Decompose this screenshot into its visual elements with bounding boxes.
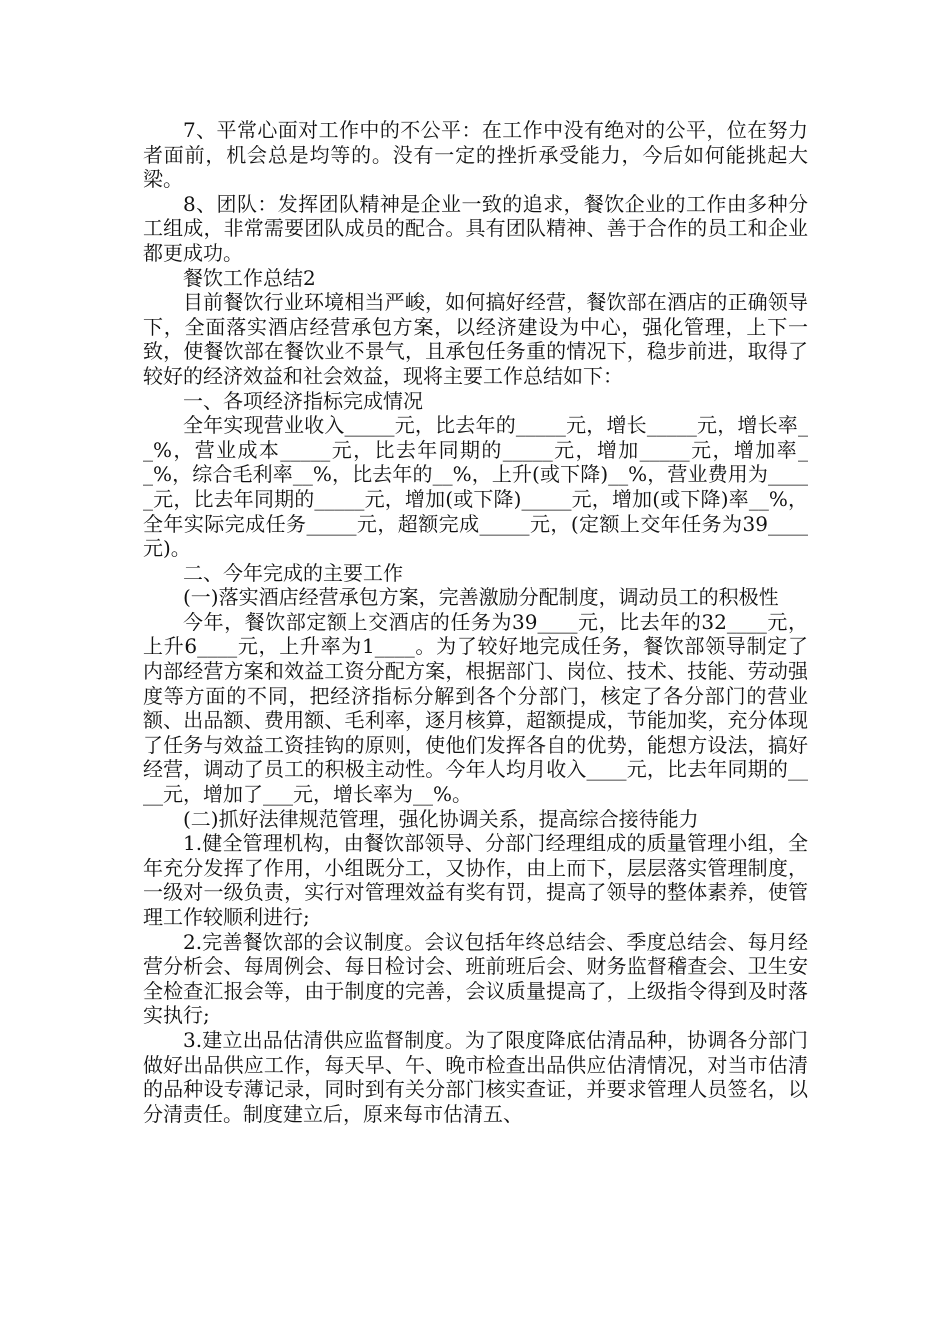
paragraph-item-7: 7、平常心面对工作中的不公平：在工作中没有绝对的公平，位在努力者面前，机会总是均等的。没有一定的挫折承受能力，今后如何能挑起大梁。 [143, 118, 808, 192]
paragraph-item-8: 8、团队：发挥团队精神是企业一致的追求，餐饮企业的工作由多种分工组成，非常需要团队成员的配合。具有团队精神、善于合作的员工和企业都更成功。 [143, 191, 808, 265]
subsection-heading-1: (一)落实酒店经营承包方案，完善激励分配制度，调动员工的积极性 [183, 585, 779, 610]
section-title: 餐饮工作总结2 [183, 265, 316, 290]
document-body [143, 118, 808, 1126]
list-item-2: 2.完善餐饮部的会议制度。会议包括年终总结会、季度总结会、每月经营分析会、每周例会、每日检讨会、班前班后会、财务监督稽查会、卫生安全检查汇报会等，由于制度的完善，会议质量提高了，上级指令得到及时落实执行; [143, 929, 808, 1028]
intro-paragraph: 目前餐饮行业环境相当严峻，如何搞好经营，餐饮部在酒店的正确领导下，全面落实酒店经营承包方案，以经济建设为中心，强化管理，上下一致，使餐饮部在餐饮业不景气，且承包任务重的情况下，稳步前进，取得了较好的经济效益和社会效益，现将主要工作总结如下： [143, 290, 808, 388]
list-item-3: 3.建立出品估清供应监督制度。为了限度降底估清品种，协调各分部门做好出品供应工作，每天早、午、晚市检查出品供应估清情况，对当市估清的品种设专薄记录，同时到有关分部门核实查证，并要求管理人员签名，以分清责任。制度建立后，原来每市估清五、 [143, 1027, 808, 1126]
indicators-paragraph: 全年实现营业收入_____元，比去年的_____元，增长_____元，增长率__%，营业成本_____元，比去年同期的_____元，增加_____元，增加率__%，综合毛利率__%，比去年的__%，上升(或下降)__%，营业费用为_____元，比去年同期的_____元，增加(或下降)_____元，增加(或下降)率__%，全年实际完成任务_____元，超额完成_____元，(定额上交年任务为39____元)。 [143, 413, 808, 561]
section-heading-1: 一、各项经济指标完成情况 [183, 388, 423, 413]
tasks-paragraph: 今年，餐饮部定额上交酒店的任务为39____元，比去年的32____元，上升6____元，上升率为1____。为了较好地完成任务，餐饮部领导制定了内部经营方案和效益工资分配方案，根据部门、岗位、技术、技能、劳动强度等方面的不同，把经济指标分解到各个分部门，核定了各分部门的营业额、出品额、费用额、毛利率，逐月核算，超额提成，节能加奖，充分体现了任务与效益工资挂钩的原则，使他们发挥各自的优势，能想方设法，搞好经营，调动了员工的积极主动性。今年人均月收入____元，比去年同期的____元，增加了___元，增长率为__%。 [143, 609, 808, 807]
subsection-heading-2: (二)抓好法律规范管理，强化协调关系，提高综合接待能力 [183, 806, 699, 831]
list-item-1: 1.健全管理机构，由餐饮部领导、分部门经理组成的质量管理小组，全年充分发挥了作用，小组既分工，又协作，由上而下，层层落实管理制度，一级对一级负责，实行对管理效益有奖有罚，提高了领导的整体素养，使管理工作较顺利进行; [143, 831, 808, 929]
section-heading-2: 二、今年完成的主要工作 [183, 560, 403, 585]
